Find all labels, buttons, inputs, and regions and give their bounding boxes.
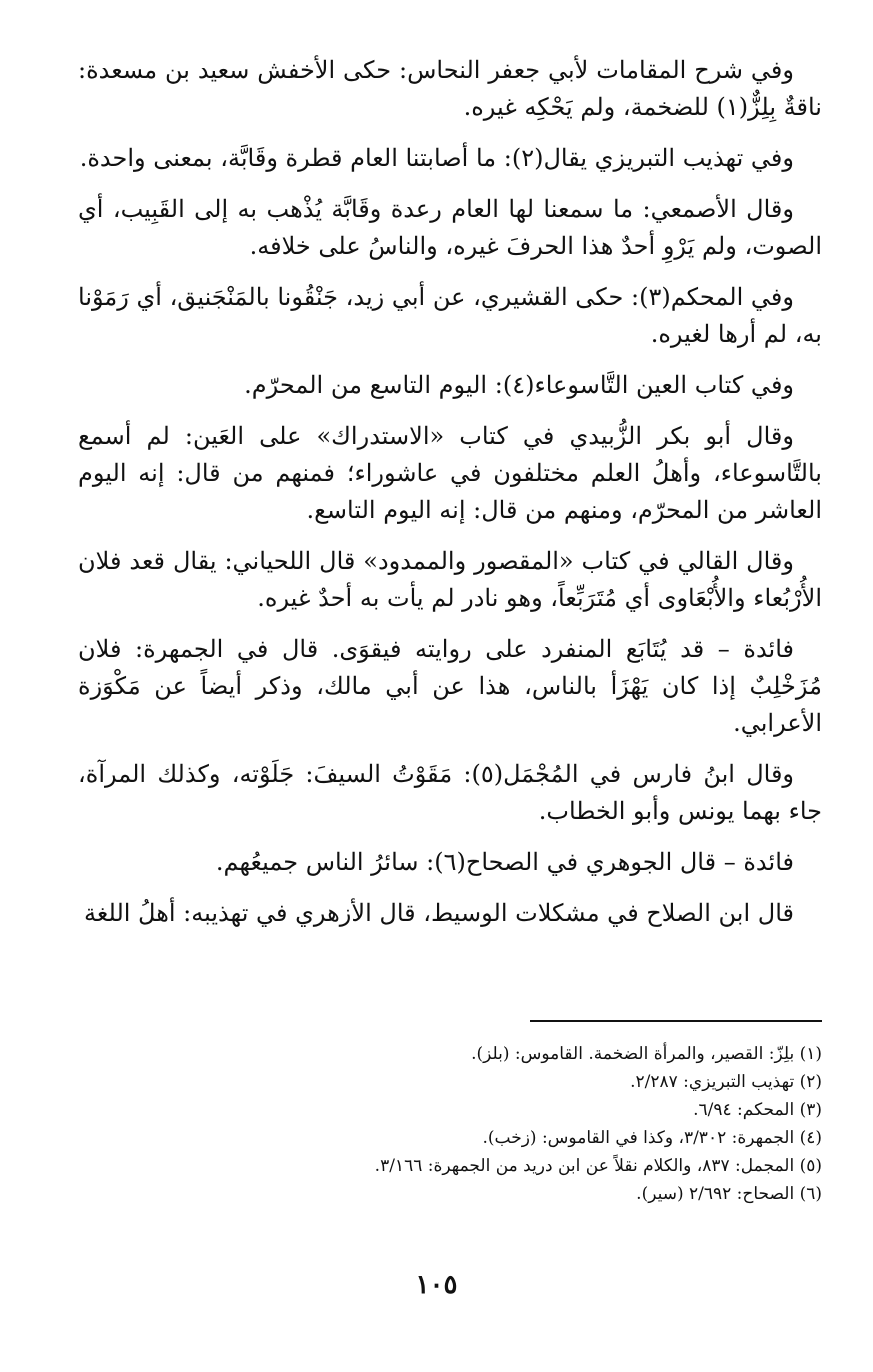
paragraph: وفي المحكم(٣): حكى القشيري، عن أبي زيد، جَنْقُونا بالمَنْجَنيق، أي رَمَوْنا به، لم أرها لغيره. bbox=[78, 283, 822, 348]
footnote: (٢) تهذيب التبريزي: ٢/٢٨٧. bbox=[630, 1072, 822, 1092]
footnotes bbox=[200, 1040, 822, 1208]
paragraph: وقال الأصمعي: ما سمعنا لها العام رعدة وقَابَّة يُذْهب به إلى القَبِيب، أي الصوت، ولم يَرْوِ أحدٌ هذا الحرفَ غيره، والناسُ على خلافه. bbox=[78, 195, 822, 260]
main-text bbox=[78, 52, 822, 946]
footnote: (٣) المحكم: ٦/٩٤. bbox=[693, 1100, 822, 1120]
footnote: (٤) الجمهرة: ٣/٣٠٢، وكذا في القاموس: (زخب). bbox=[482, 1128, 822, 1148]
footnote: (٥) المجمل: ٨٣٧، والكلام نقلاً عن ابن دريد من الجمهرة: ٣/١٦٦. bbox=[374, 1156, 822, 1176]
paragraph: قال ابن الصلاح في مشكلات الوسيط، قال الأزهري في تهذيبه: أهلُ اللغة bbox=[84, 899, 794, 927]
paragraph: وقال أبو بكر الزُّبيدي في كتاب «الاستدراك» على العَين: لم أسمع بالتَّاسوعاء، وأهلُ العلم مختلفون في عاشوراء؛ فمنهم من قال: إنه اليوم العاشر من المحرّم، ومنهم من قال: إنه اليوم التاسع. bbox=[78, 422, 822, 524]
paragraph: فائدة – قال الجوهري في الصحاح(٦): سائرُ الناس جميعُهم. bbox=[215, 848, 794, 876]
footnote: (٦) الصحاح: ٢/٦٩٢ (سير). bbox=[636, 1184, 822, 1204]
paragraph: وقال القالي في كتاب «المقصور والممدود» قال اللحياني: يقال قعد فلان الأُرْبُعاء والأُبْعَاوى أي مُتَرَبِّعاً، وهو نادر لم يأت به أحدٌ غيره. bbox=[78, 547, 822, 612]
paragraph: وفي تهذيب التبريزي يقال(٢): ما أصابتنا العام قطرة وقَابَّة، بمعنى واحدة. bbox=[79, 144, 794, 172]
paragraph: فائدة – قد يُتَابَع المنفرد على روايته فيقوَى. قال في الجمهرة: فلان مُزَخْلِبٌ إذا كان يَهْزَأ بالناس، هذا عن أبي مالك، وذكر أيضاً عن مَكْوَزة الأعرابي. bbox=[78, 635, 822, 737]
paragraph: وفي كتاب العين التَّاسوعاء(٤): اليوم التاسع من المحرّم. bbox=[244, 371, 794, 399]
paragraph: وقال ابنُ فارس في المُجْمَل(٥): مَقَوْتُ السيفَ: جَلَوْته، وكذلك المرآة، جاء بهما يونس وأبو الخطاب. bbox=[78, 760, 822, 825]
page-number: ١٠٥ bbox=[415, 1270, 458, 1300]
paragraph: وفي شرح المقامات لأبي جعفر النحاس: حكى الأخفش سعيد بن مسعدة: ناقةٌ بِلِزٌّ(١) للضخمة، ولم يَحْكِه غيره. bbox=[78, 56, 822, 121]
footnote-divider bbox=[530, 1020, 822, 1022]
footnote: (١) بلِزّ: القصير، والمرأة الضخمة. القاموس: (بلز). bbox=[471, 1044, 822, 1064]
